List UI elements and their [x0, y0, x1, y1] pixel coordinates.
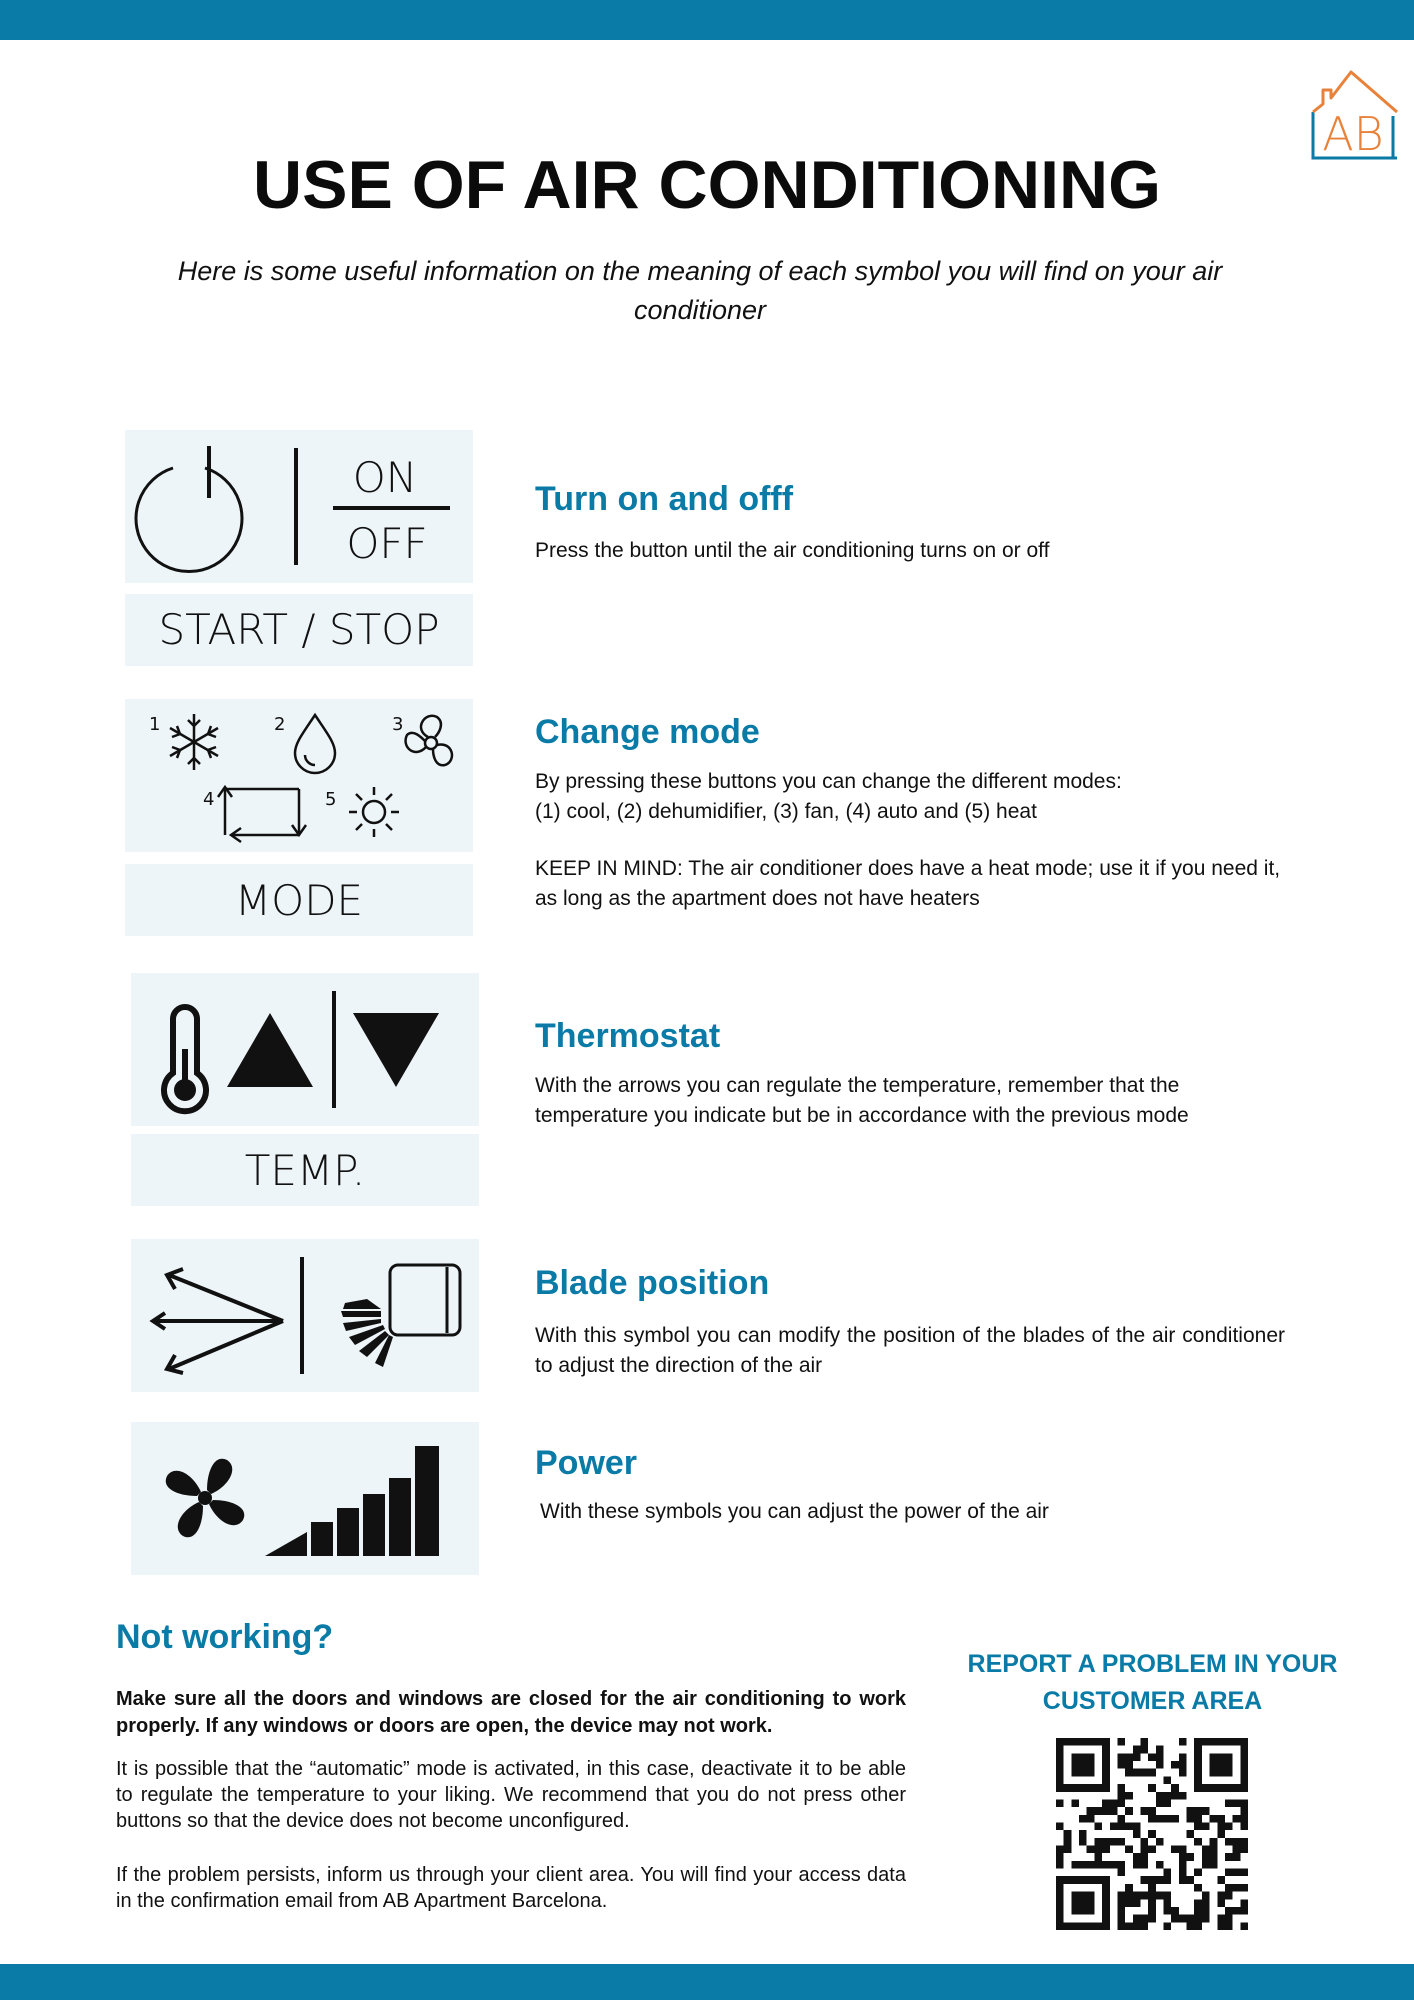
change-mode-title: Change mode [535, 713, 760, 751]
thermostat-title: Thermostat [535, 1017, 721, 1055]
auto-cycle-icon [218, 787, 306, 842]
mode-label: MODE [125, 864, 473, 936]
power-icon [136, 446, 242, 572]
start-stop-label: START / STOP [125, 594, 473, 666]
not-working-paragraph-2: If the problem persists, inform us through your client area. You will find your access data in the confirmation email from AB Apartment Barcelona. [116, 1864, 906, 1912]
thermometer-icon [164, 1007, 206, 1111]
mode-number-3: 3 [392, 714, 404, 735]
blade-position-text: With this symbol you can modify the position of the blades of the air conditioner to adjust the direction of the air [535, 1324, 1285, 1377]
off-label: OFF [346, 519, 428, 568]
qr-code-icon[interactable] [1056, 1738, 1248, 1930]
change-mode-text-1: By pressing these buttons you can change the different modes: [535, 770, 1122, 793]
change-mode-text-2: (1) cool, (2) dehumidifier, (3) fan, (4) auto and (5) heat [535, 800, 1037, 823]
change-mode-note: KEEP IN MIND: The air conditioner does have a heat mode; use it if you need it, as long as the apartment does not have heaters [535, 857, 1281, 910]
air-direction-icon [153, 1269, 283, 1373]
not-working-title: Not working? [116, 1618, 334, 1656]
page-subtitle: Here is some useful information on the meaning of each symbol you will find on your air conditioner [177, 256, 1223, 325]
snowflake-icon [170, 714, 218, 770]
thermostat-symbol-panel [131, 973, 479, 1126]
mode-symbol-panel [125, 699, 473, 852]
blade-unit-icon [341, 1265, 460, 1367]
turn-on-off-text: Press the button until the air conditioning turns on or off [535, 539, 1050, 562]
report-problem-heading: REPORT A PROBLEM IN YOUR CUSTOMER AREA [967, 1650, 1338, 1715]
temp-label: TEMP. [131, 1134, 479, 1206]
blade-symbol-panel [131, 1239, 479, 1392]
on-label: ON [352, 453, 418, 502]
mode-number-4: 4 [203, 789, 215, 810]
fan-blades-icon [166, 1459, 245, 1538]
mode-number-5: 5 [325, 789, 337, 810]
sun-icon [349, 787, 399, 837]
power-title: Power [535, 1444, 638, 1482]
power-level-bars-icon [265, 1446, 439, 1556]
top-bar [0, 0, 1414, 40]
power-level-panel [131, 1422, 479, 1575]
fan-icon [406, 716, 452, 765]
power-symbol-panel [125, 430, 473, 583]
temp-down-arrow-icon [353, 1013, 439, 1087]
power-text: With these symbols you can adjust the power of the air [540, 1500, 1049, 1523]
thermostat-text: With the arrows you can regulate the temperature, remember that the temperature you indicate but be in accordance with the previous mode [535, 1074, 1189, 1127]
bottom-bar [0, 1964, 1414, 2000]
temp-up-arrow-icon [227, 1013, 313, 1087]
logo-text: AB [1322, 107, 1384, 161]
mode-number-2: 2 [274, 714, 286, 735]
not-working-paragraph-1: It is possible that the “automatic” mode is activated, in this case, deactivate it to be able to regulate the temperature to your liking. We recommend that you do not press other buttons so that the device does not become unconfigured. [116, 1758, 906, 1832]
water-drop-icon [295, 715, 335, 773]
mode-number-1: 1 [149, 714, 161, 735]
turn-on-off-title: Turn on and offf [535, 480, 794, 518]
page-title: USE OF AIR CONDITIONING [253, 147, 1161, 223]
blade-position-title: Blade position [535, 1264, 770, 1302]
not-working-bold-text: Make sure all the doors and windows are closed for the air conditioning to work properly. If any windows or doors are open, the device may not work. [116, 1688, 906, 1737]
